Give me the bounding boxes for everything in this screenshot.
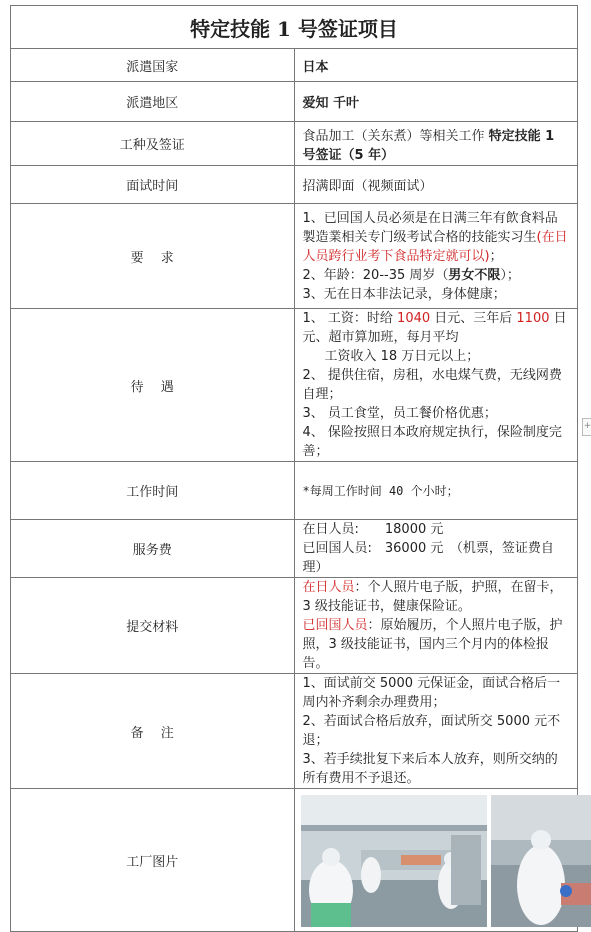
benefit-1: 1、 工资：时给 1040 日元、三年后 1100 日元、超市算加班，每月平均: [303, 309, 570, 347]
materials-label: 提交材料: [11, 578, 295, 674]
note-1: 1、面试前交 5000 元保证金，面试合格后一周内补齐剩余办理费用；: [303, 674, 570, 712]
requirement-1-note: (在日人员跨行业考下食品特定就可以): [303, 230, 568, 264]
benefit-3: 3、 员工食堂，员工餐价格优惠；: [303, 404, 570, 423]
job-label: 工种及签证: [11, 122, 295, 166]
row-hours: [11, 462, 578, 520]
visa-type-text: 特定技能 1 号签证（5 年）: [303, 129, 555, 163]
sheet-title: 特定技能 1 号签证项目: [11, 6, 578, 49]
hours-value: *每周工作时间 40 个小时；: [294, 462, 578, 520]
row-requirements: [11, 204, 578, 309]
fee-in-japan: 在日人员: 18000 元: [303, 520, 570, 539]
note-3: 3、若手续批复下来后本人放弃，则所交纳的所有费用不予退还。: [303, 750, 570, 788]
wage-after-three-years: 1100: [516, 311, 549, 326]
requirement-3: 3、无在日本非法记录，身体健康；: [303, 285, 570, 304]
benefits-value: [294, 309, 578, 462]
info-table: [10, 5, 578, 932]
benefits-label: 待 遇: [11, 309, 295, 462]
fee-returned: 已回国人员: 36000 元 （机票，签证费自理）: [303, 539, 570, 577]
row-benefits: [11, 309, 578, 462]
row-photos: [11, 789, 578, 932]
row-region: [11, 82, 578, 122]
factory-photo-1: [301, 795, 487, 927]
factory-photo-2: [491, 795, 591, 927]
region-label: 派遣地区: [11, 82, 295, 122]
interview-label: 面试时间: [11, 166, 295, 204]
materials-in-japan: 在日人员：个人照片电子版，护照，在留卡，3 级技能证书，健康保险证。: [303, 578, 570, 616]
wage-initial: 1040: [397, 311, 430, 326]
notes-value: [294, 674, 578, 789]
photos-label: 工厂图片: [11, 789, 295, 932]
region-value: 爱知 千叶: [294, 82, 578, 122]
row-materials: [11, 578, 578, 674]
materials-value: [294, 578, 578, 674]
side-expand-tab[interactable]: +: [582, 418, 591, 436]
job-value: [294, 122, 578, 166]
materials-returned: 已回国人员：原始履历，个人照片电子版，护照，3 级技能证书，国内三个月内的体检报告。: [303, 616, 570, 673]
benefit-4: 4、 保险按照日本政府规定执行，保险制度完善；: [303, 423, 570, 461]
requirements-value: [294, 204, 578, 309]
fee-value: [294, 520, 578, 578]
requirement-2: 2、年龄：20--35 周岁（男女不限）；: [303, 266, 570, 285]
photos-cell: [294, 789, 578, 932]
country-label: 派遣国家: [11, 49, 295, 82]
job-type-text: 食品加工（关东煮）等相关工作: [303, 129, 489, 144]
row-country: [11, 49, 578, 82]
benefit-2: 2、 提供住宿，房租，水电煤气费，无线网费自理；: [303, 366, 570, 404]
country-value: 日本: [294, 49, 578, 82]
notes-label: 备 注: [11, 674, 295, 789]
benefit-1-cont: 工资收入 18 万日元以上；: [303, 347, 570, 366]
requirements-label: 要 求: [11, 204, 295, 309]
fee-label: 服务费: [11, 520, 295, 578]
interview-value: 招满即面（视频面试）: [294, 166, 578, 204]
visa-project-sheet: [10, 5, 578, 932]
row-notes: [11, 674, 578, 789]
row-interview: [11, 166, 578, 204]
note-2: 2、若面试合格后放弃，面试所交 5000 元不退；: [303, 712, 570, 750]
requirement-1: 1、已回国人员必须是在日满三年有飲食料品製造業相关专门级考试合格的技能实习生(在日人员跨行业考下食品特定就可以)；: [303, 209, 570, 266]
row-fee: [11, 520, 578, 578]
hours-label: 工作时间: [11, 462, 295, 520]
row-job: [11, 122, 578, 166]
